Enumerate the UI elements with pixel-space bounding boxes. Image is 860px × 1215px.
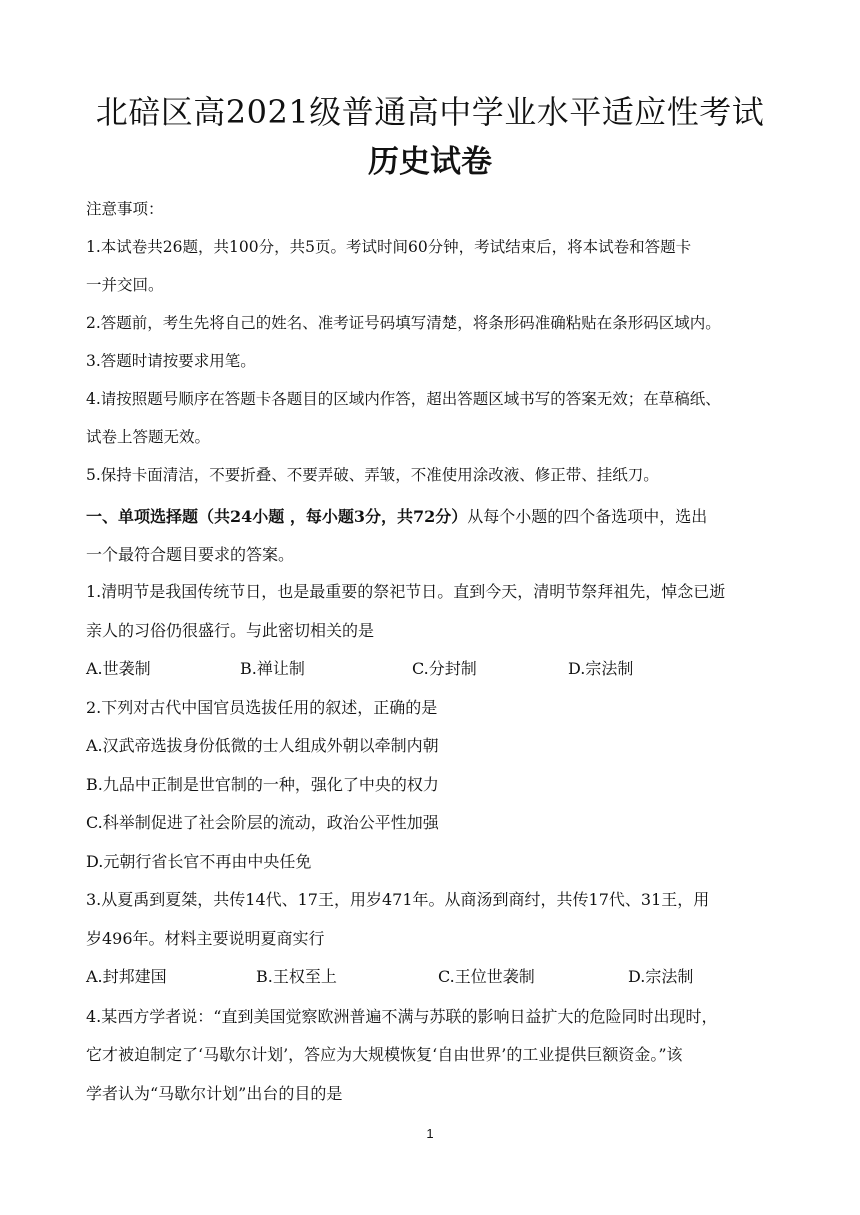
- question-1-option-a: A.世袭制: [86, 659, 151, 678]
- question-3-option-a: A.封邦建国: [86, 967, 167, 986]
- question-1-option-b: B.禅让制: [240, 659, 305, 678]
- notice-item: 3.答题时请按要求用笔。: [86, 352, 256, 370]
- question-1-stem: 亲人的习俗仍很盛行。与此密切相关的是: [86, 621, 375, 640]
- question-4-stem: 学者认为“马歇尔计划”出台的目的是: [86, 1084, 343, 1103]
- question-3-stem: 岁496年。材料主要说明夏商实行: [86, 929, 325, 948]
- exam-title: 北碚区高2021级普通高中学业水平适应性考试: [95, 93, 765, 131]
- notice-heading: 注意事项：: [86, 200, 164, 218]
- exam-subtitle: 历史试卷: [368, 144, 492, 180]
- section-heading-bold: 一、单项选择题（共24小题 ，每小题3分，共72分）: [86, 507, 468, 526]
- question-1-option-c: C.分封制: [412, 659, 477, 678]
- question-3-stem: 3.从夏禹到夏桀，共传14代、17王，用岁471年。从商汤到商纣，共传17代、31王，用: [86, 890, 710, 909]
- section-heading: [86, 505, 786, 529]
- question-4-stem: 4.某西方学者说：“直到美国觉察欧洲普遍不满与苏联的影响日益扩大的危险同时出现时，: [86, 1007, 718, 1026]
- question-3-option-d: D.宗法制: [628, 967, 694, 986]
- question-1-stem: 1.清明节是我国传统节日，也是最重要的祭祀节日。直到今天，清明节祭拜祖先，悼念已逝: [86, 582, 726, 601]
- page-number: 1: [426, 1126, 434, 1141]
- question-3-option-c: C.王位世袭制: [438, 967, 535, 986]
- question-2-option-b: B.九品中正制是世官制的一种，强化了中央的权力: [86, 775, 439, 794]
- notice-item: 1.本试卷共26题，共100分，共5页。考试时间60分钟，考试结束后，将本试卷和答题卡: [86, 238, 692, 256]
- notice-item: 4.请按照题号顺序在答题卡各题目的区域内作答，超出答题区域书写的答案无效；在草稿纸、: [86, 390, 721, 408]
- section-heading-line2: 一个最符合题目要求的答案。: [86, 545, 295, 564]
- question-3-option-b: B.王权至上: [256, 967, 337, 986]
- notice-item: 5.保持卡面清洁，不要折叠、不要弄破、弄皱，不准使用涂改液、修正带、挂纸刀。: [86, 466, 659, 484]
- section-heading-rest: 从每个小题的四个备选项中，选出: [467, 507, 708, 526]
- question-1-option-d: D.宗法制: [568, 659, 634, 678]
- question-2-stem: 2.下列对古代中国官员选拔任用的叙述，正确的是: [86, 698, 438, 717]
- notice-item: 2.答题前，考生先将自己的姓名、准考证号码填写清楚，将条形码准确粘贴在条形码区域内。: [86, 314, 721, 332]
- question-2-option-a: A.汉武帝选拔身份低微的士人组成外朝以牵制内朝: [86, 736, 439, 755]
- question-2-option-c: C.科举制促进了社会阶层的流动，政治公平性加强: [86, 813, 439, 832]
- notice-item: 一并交回。: [86, 276, 164, 294]
- question-2-option-d: D.元朝行省长官不再由中央任免: [86, 852, 312, 871]
- notice-item: 试卷上答题无效。: [86, 428, 211, 446]
- question-4-stem: 它才被迫制定了‘马歇尔计划’，答应为大规模恢复‘自由世界’的工业提供巨额资金。”该: [86, 1045, 683, 1064]
